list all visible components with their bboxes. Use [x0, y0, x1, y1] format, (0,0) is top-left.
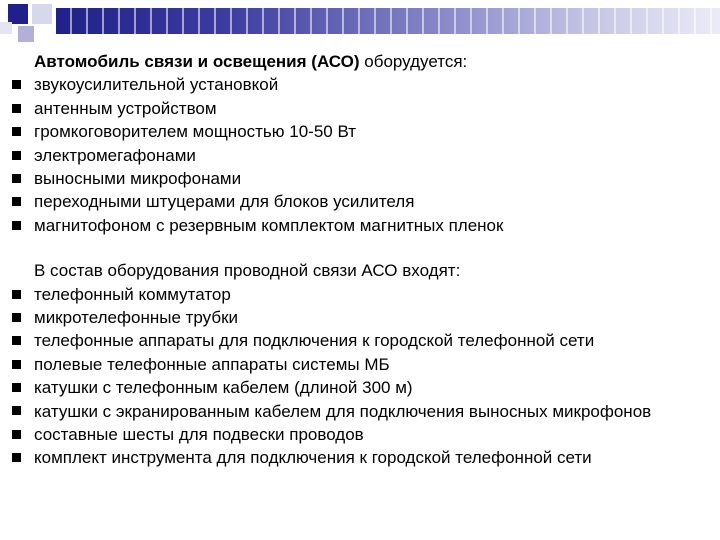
square-bullet-icon [12, 197, 21, 206]
square-bullet-icon [12, 151, 21, 160]
square-bullet-icon [12, 383, 21, 392]
square-bullet-icon [12, 127, 21, 136]
list-item [12, 120, 712, 143]
list-item [12, 329, 712, 352]
list-item [12, 144, 712, 167]
list-item [12, 167, 712, 190]
list-item-text: выносными микрофонами [34, 169, 242, 189]
list-item-text: громкоговорителем мощностью 10-50 Вт [34, 122, 357, 142]
section2-list [12, 283, 712, 470]
section2-heading: В состав оборудования проводной связи АСО входят: [34, 261, 461, 281]
list-item [12, 306, 712, 329]
list-item-text: катушки с телефонным кабелем (длиной 300 м) [34, 378, 413, 398]
list-item-text: полевые телефонные аппараты системы МБ [34, 354, 390, 374]
header-square [32, 4, 52, 24]
section1-heading [12, 50, 712, 73]
list-item-text: электромегафонами [34, 145, 196, 165]
list-item [12, 190, 712, 213]
header-square [0, 22, 12, 34]
list-item-text: антенным устройством [34, 98, 217, 118]
list-item-text: комплект инструмента для подключения к городской телефонной сети [34, 448, 592, 468]
list-item-text: магнитофоном с резервным комплектом магнитных пленок [34, 215, 504, 235]
list-item [12, 446, 712, 469]
list-item-text: микротелефонные трубки [34, 308, 239, 328]
list-item [12, 353, 712, 376]
square-bullet-icon [12, 104, 21, 113]
list-item-text: составные шесты для подвески проводов [34, 424, 364, 444]
square-bullet-icon [12, 290, 21, 299]
list-item [12, 376, 712, 399]
square-bullet-icon [12, 453, 21, 462]
square-bullet-icon [12, 174, 21, 183]
square-bullet-icon [12, 221, 21, 230]
square-bullet-icon [12, 406, 21, 415]
header-square [8, 4, 28, 24]
list-item [12, 283, 712, 306]
list-item-text: катушки с экранированным кабелем для подключения выносных микрофонов [34, 401, 652, 421]
header-square [18, 26, 34, 42]
square-bullet-icon [12, 336, 21, 345]
list-item [12, 214, 712, 237]
list-item-text: переходными штуцерами для блоков усилителя [34, 192, 415, 212]
list-item [12, 97, 712, 120]
list-item-text: звукоусилительной установкой [34, 75, 279, 95]
square-bullet-icon [12, 430, 21, 439]
square-bullet-icon [12, 313, 21, 322]
decorative-header [0, 0, 720, 48]
list-item [12, 423, 712, 446]
square-bullet-icon [12, 360, 21, 369]
section-spacer [12, 237, 712, 259]
list-item [12, 73, 712, 96]
section1-title-rest: оборудуется: [359, 52, 468, 71]
list-item-text: телефонный коммутатор [34, 284, 231, 304]
square-bullet-icon [12, 80, 21, 89]
section1-title-bold: Автомобиль связи и освещения (АСО) [34, 52, 360, 71]
list-item-text: телефонные аппараты для подключения к городской телефонной сети [34, 331, 595, 351]
section1-list [12, 73, 712, 237]
list-item [12, 400, 712, 423]
header-stripes [56, 8, 720, 34]
slide-content [12, 50, 712, 470]
